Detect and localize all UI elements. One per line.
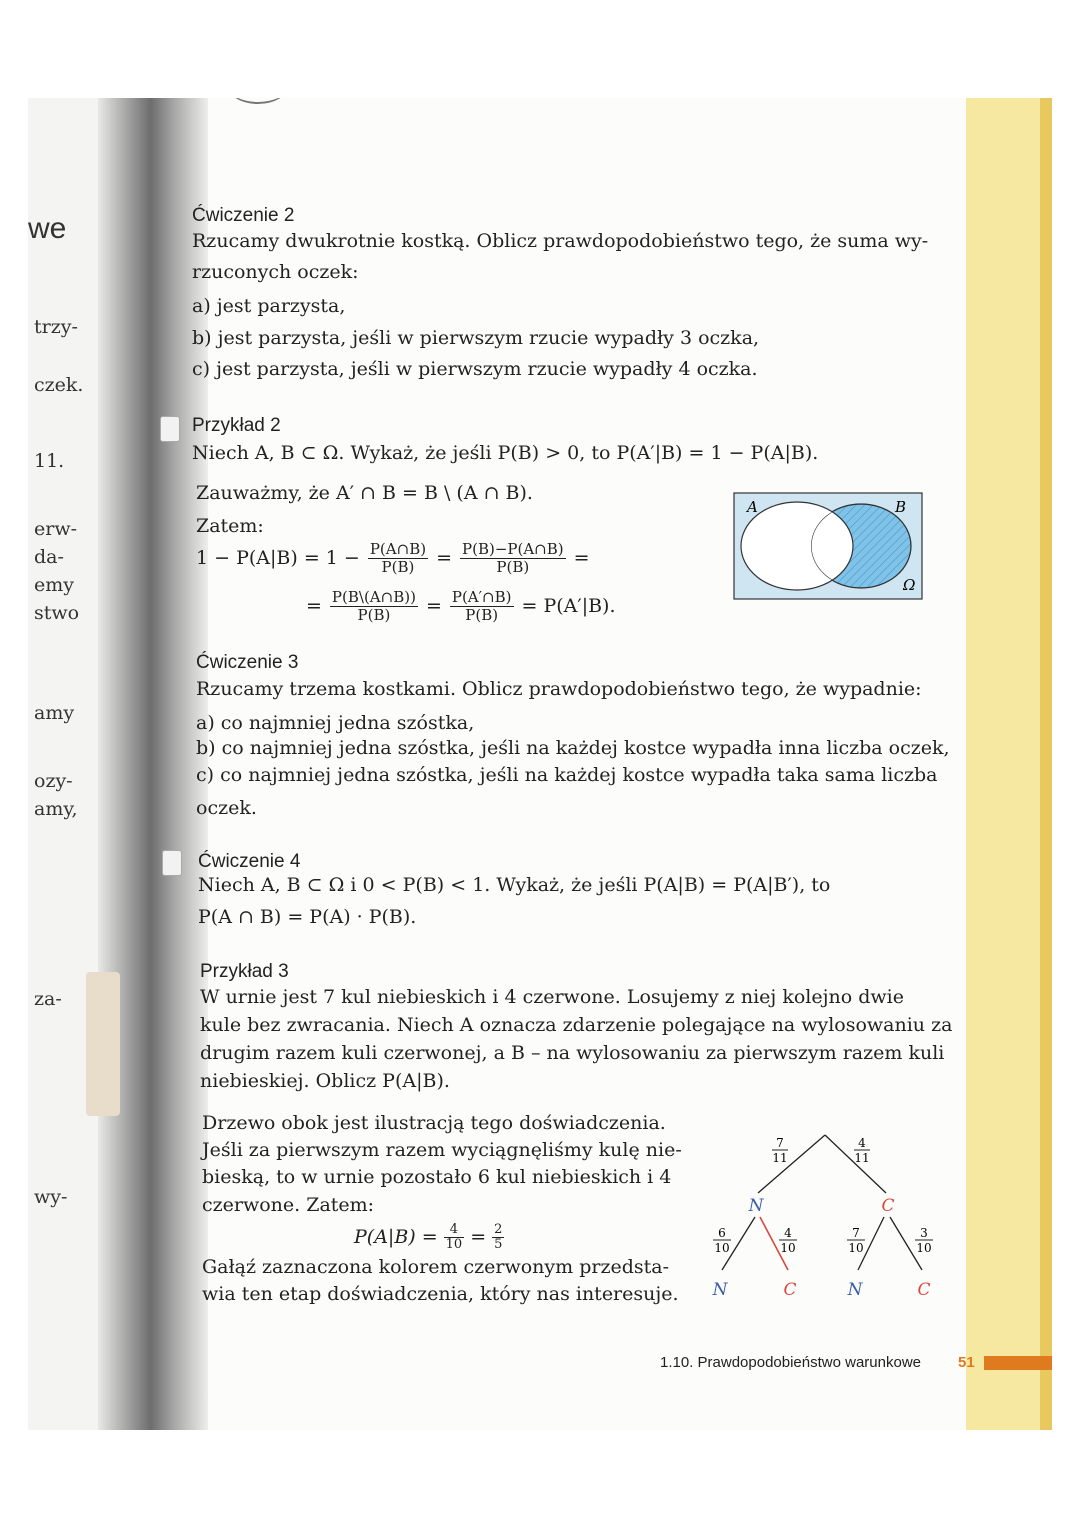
example-2-title: Przykład 2 (192, 415, 281, 436)
exercise-2-item-b: b) jest parzysta, jeśli w pierwszym rzucie wypadły 3 oczka, (192, 327, 760, 349)
example-3-text: drugim razem kuli czerwonej, a B – na wylosowaniu za pierwszym razem kuli (200, 1042, 945, 1064)
left-fragment: wy- (34, 1186, 68, 1208)
venn-diagram (733, 492, 923, 602)
tree-leaf-c: C (783, 1280, 797, 1300)
example-3-title: Przykład 3 (200, 961, 289, 982)
example-3-text: niebieskiej. Oblicz P(A|B). (200, 1070, 450, 1092)
example-2-observation: Zauważmy, że A′ ∩ B = B \ (A ∩ B). (196, 482, 533, 504)
tree-prob-den: 11 (772, 1151, 788, 1165)
example-2-equation-2 (306, 584, 616, 628)
left-fragment: trzy- (34, 316, 78, 338)
page-accent-bar (984, 1356, 1052, 1370)
tree-prob-den: 10 (848, 1241, 864, 1255)
equals-sign: = (425, 595, 442, 617)
left-fragment: emy (34, 574, 74, 596)
tree-prob-num: 4 (858, 1136, 866, 1150)
tree-prob-den: 11 (854, 1151, 870, 1165)
example-3-explanation: Jeśli za pierwszym razem wyciągnęliśmy kulę nie- (202, 1139, 682, 1161)
fraction: $\frac{P(A\cap B)}{P(B)}$ (369, 539, 427, 576)
example-3-explanation: Drzewo obok jest ilustracją tego doświadczenia. (202, 1112, 666, 1134)
tree-prob-num: 3 (920, 1226, 928, 1240)
tree-leaf-n: N (712, 1280, 728, 1300)
example-2-zatem: Zatem: (196, 515, 264, 537)
margin-tab (86, 972, 120, 1116)
equals-sign: = (470, 1226, 487, 1248)
exercise-4-text: P(A ∩ B) = P(A) · P(B). (198, 906, 417, 928)
tree-prob-den: 10 (916, 1241, 932, 1255)
fraction: $\frac{P(A'\cap B)}{P(B)}$ (451, 587, 512, 624)
left-fragment: erw- (34, 518, 78, 540)
exercise-2-item-a: a) jest parzysta, (192, 295, 346, 317)
equals-sign: = (306, 595, 322, 617)
example-3-explanation: Gałąź zaznaczona kolorem czerwonym przedsta- (202, 1256, 670, 1278)
left-fragment: ozy- (34, 770, 73, 792)
example-3-explanation: bieską, to w urnie pozostało 6 kul niebieskich i 4 (202, 1166, 672, 1188)
tree-prob-num: 6 (718, 1226, 726, 1240)
left-fragment: amy, (34, 798, 78, 820)
example-3-explanation: czerwone. Zatem: (202, 1194, 375, 1216)
example-3-explanation: wia ten etap doświadczenia, który nas interesuje. (202, 1283, 679, 1305)
section-footer: 1.10. Prawdopodobieństwo warunkowe (660, 1354, 921, 1371)
formula-text: P(A|B) = (354, 1226, 438, 1248)
tree-prob-num: 7 (776, 1136, 784, 1150)
exercise-3-item-c-cont: oczek. (196, 797, 257, 819)
exercise-3-item-b: b) co najmniej jedna szóstka, jeśli na każdej kostce wypadła inna liczba oczek, (196, 737, 950, 759)
equation-text: = P(A′|B). (521, 595, 616, 617)
exercise-3-item-c: c) co najmniej jedna szóstka, jeśli na każdej kostce wypadła taka sama liczba (196, 764, 938, 786)
exercise-3-item-a: a) co najmniej jedna szóstka, (196, 712, 475, 734)
tree-prob-num: 4 (784, 1226, 792, 1240)
venn-label-omega: Ω (903, 576, 916, 594)
equation-text: 1 − P(A|B) = 1 − (196, 547, 360, 569)
left-fragment: 11. (34, 450, 65, 472)
fraction: $\frac{2}{5}$ (494, 1221, 503, 1252)
left-fragment: we (28, 212, 67, 245)
margin-marker-icon (162, 850, 182, 876)
tree-node-n: N (748, 1196, 764, 1216)
exercise-3-title: Ćwiczenie 3 (196, 652, 299, 673)
exercise-2-text: Rzucamy dwukrotnie kostką. Oblicz prawdopodobieństwo tego, że suma wy- (192, 230, 929, 252)
fraction: $\frac{4}{10}$ (445, 1221, 463, 1252)
margin-marker-icon (160, 416, 180, 442)
example-2-equation-1 (196, 536, 590, 580)
exercise-3-text: Rzucamy trzema kostkami. Oblicz prawdopodobieństwo tego, że wypadnie: (196, 678, 922, 700)
exercise-4-title: Ćwiczenie 4 (198, 851, 301, 872)
exercise-4-text: Niech A, B ⊂ Ω i 0 < P(B) < 1. Wykaż, że jeśli P(A|B) = P(A|B′), to (198, 874, 831, 896)
left-fragment: stwo (34, 602, 80, 624)
left-fragment: czek. (34, 374, 84, 396)
equals-sign: = (573, 547, 590, 569)
example-3-text: kule bez zwracania. Niech A oznacza zdarzenie polegające na wylosowaniu za (200, 1014, 953, 1036)
fraction: $\frac{P(B\backslash(A\cap B))}{P(B)}$ (331, 587, 416, 624)
left-fragment: za- (34, 988, 62, 1010)
left-fragment: amy (34, 702, 75, 724)
venn-label-b: B (895, 498, 907, 516)
venn-label-a: A (747, 498, 758, 516)
tree-prob-den: 10 (780, 1241, 796, 1255)
exercise-2-text: rzuconych oczek: (192, 261, 359, 283)
exercise-2-item-c: c) jest parzysta, jeśli w pierwszym rzucie wypadły 4 oczka. (192, 358, 758, 380)
tree-node-c: C (881, 1196, 895, 1216)
example-2-statement: Niech A, B ⊂ Ω. Wykaż, że jeśli P(B) > 0, to P(A′|B) = 1 − P(A|B). (192, 442, 819, 464)
left-fragment: da- (34, 546, 64, 568)
top-curve (228, 98, 288, 104)
example-3-text: W urnie jest 7 kul niebieskich i 4 czerwone. Losujemy z niej kolejno dwie (200, 986, 904, 1008)
page-edge-strip-dark (1040, 98, 1052, 1430)
exercise-2-title: Ćwiczenie 2 (192, 205, 295, 226)
page-number: 51 (958, 1354, 975, 1371)
tree-leaf-c: C (917, 1280, 931, 1300)
example-3-formula (354, 1218, 504, 1256)
tree-prob-den: 10 (714, 1241, 730, 1255)
probability-tree (700, 1125, 950, 1310)
equals-sign: = (436, 547, 452, 569)
tree-prob-num: 7 (852, 1226, 860, 1240)
fraction: $\frac{P(B)-P(A\cap B)}{P(B)}$ (462, 539, 564, 576)
tree-leaf-n: N (847, 1280, 863, 1300)
tree-branch (758, 1135, 825, 1193)
